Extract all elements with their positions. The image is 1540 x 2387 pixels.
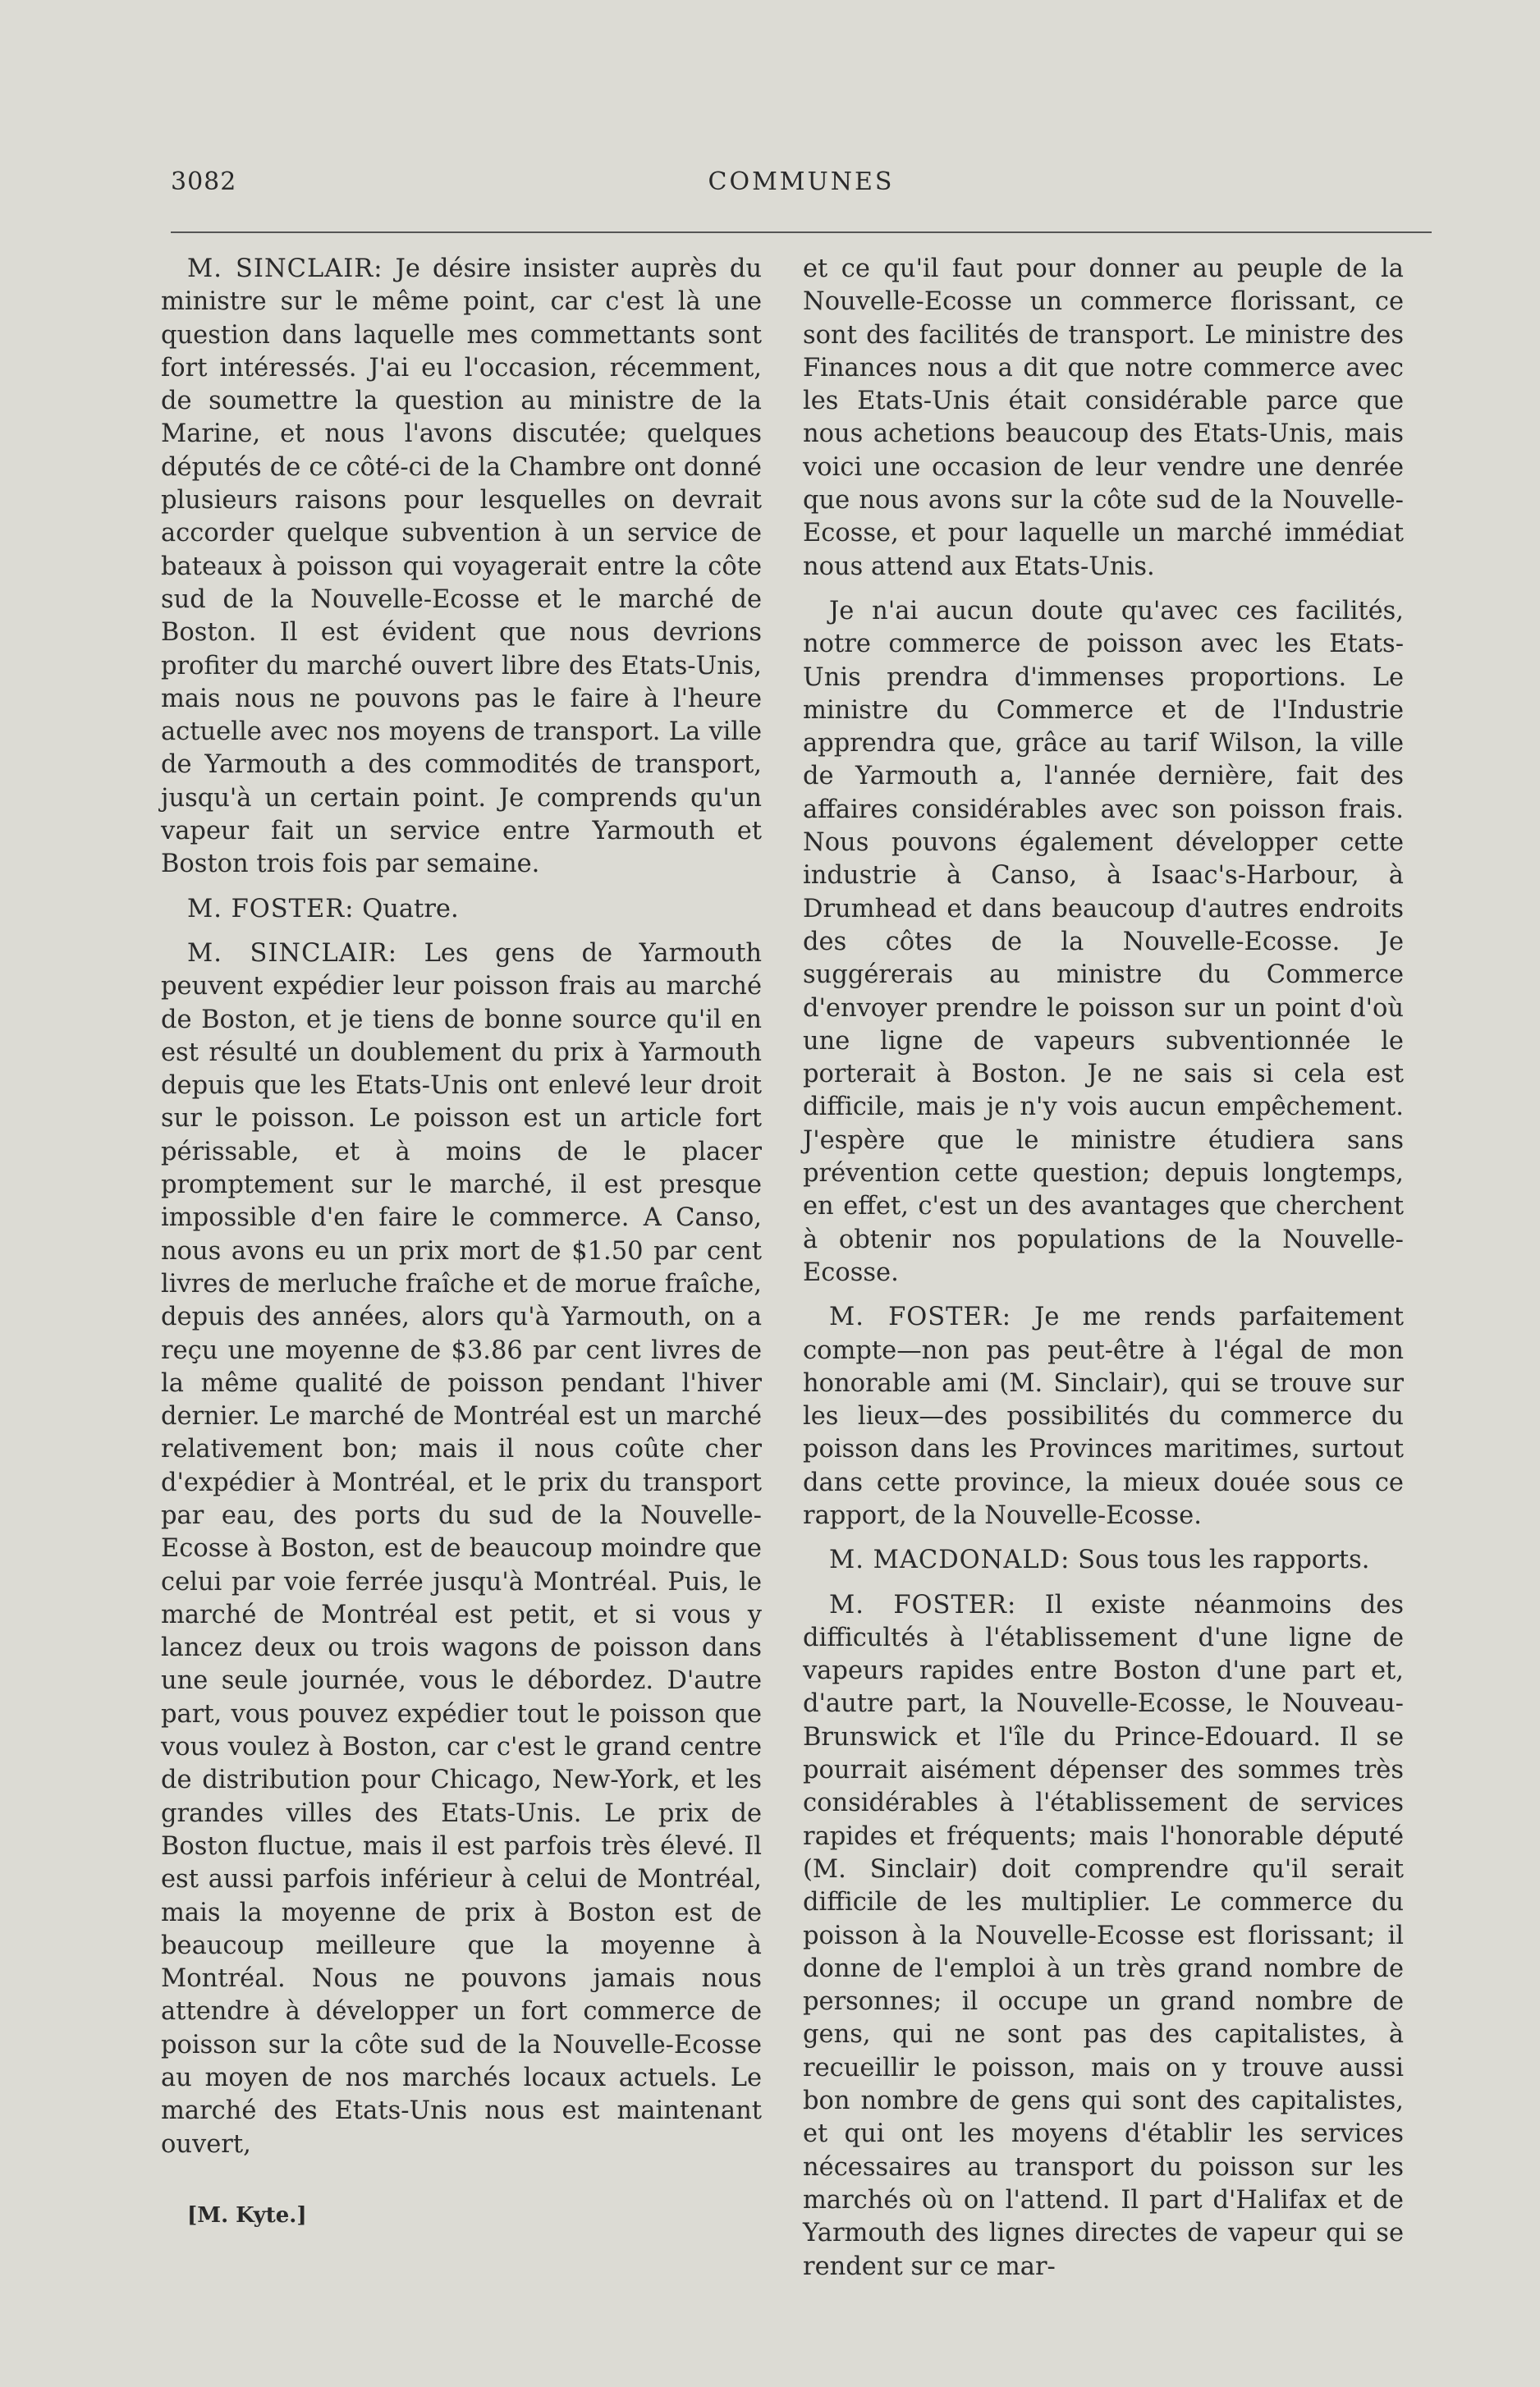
paragraph-text: Je désire insister auprès du ministre sur le même point, car c'est là une question dans laquelle mes commettants sont fort intéressés. J'ai eu l'occasion, récemment, de soumettre la question au ministre de la Marine, et nous l'avons discutée; quelques députés de ce côté-ci de la Chambre ont donné plusieurs raisons pour lesquelles on devrait accorder quelque subvention à un service de bateaux à poisson qui voyagerait entre la côte sud de la Nouvelle-Ecosse et le marché de Boston. Il est évident que nous devrions profiter du marché ouvert libre des Etats-Unis, mais nous ne pouvons pas le faire à l'heure actuelle avec nos moyens de transport. La ville de Yarmouth a des commodités de transport, jusqu'à un certain point. Je comprends qu'un vapeur fait un service entre Yarmouth et Boston trois fois par semaine.	[161, 254, 762, 879]
speaker-name: M. SINCLAIR:	[187, 254, 383, 283]
paragraph	[803, 1301, 1404, 1533]
speaker-name: M. FOSTER:	[187, 894, 355, 923]
paragraph	[161, 937, 762, 2161]
speaker-name: M. MACDONALD:	[829, 1546, 1070, 1575]
paragraph-text: Je me rends parfaitement compte—non pas peut-être à l'égal de mon honorable ami (M. Sinclair), qui se trouve sur les lieux—des possibilités du commerce du poisson dans les Provinces maritimes, surtout dans cette province, la mieux douée sous ce rapport, de la Nouvelle-Ecosse.	[803, 1303, 1405, 1530]
paragraph	[161, 893, 762, 926]
header-rule	[171, 231, 1432, 233]
paragraph-text: Il existe néanmoins des difficultés à l'établissement d'une ligne de vapeurs rapides entre Boston d'une part et, d'autre part, la Nouvelle-Ecosse, le Nouveau-Brunswick et l'île du Prince-Edouard. Il se pourrait aisément dépenser des sommes très considérables à l'établissement de services rapides et fréquents; mais l'honorable député (M. Sinclair) doit comprendre qu'il serait difficile de les multiplier. Le commerce du poisson à la Nouvelle-Ecosse est florissant; il donne de l'emploi à un très grand nombre de personnes; il occupe un grand nombre de gens, qui ne sont pas des capitalistes, à recueillir le poisson, mais on y trouve aussi bon nombre de gens qui sont des capitalistes, et qui ont les moyens d'établir les services nécessaires au transport du poisson sur les marchés où on l'attend. Il part d'Halifax et de Yarmouth des lignes directes de vapeur qui se rendent sur ce mar-	[803, 1590, 1404, 2281]
paragraph	[803, 595, 1404, 1290]
speaker-name: M. FOSTER:	[829, 1303, 1011, 1332]
paragraph-text: Les gens de Yarmouth peuvent expédier leur poisson frais au marché de Boston, et je tiens de bonne source qu'il en est résulté un doublement du prix à Yarmouth depuis que les Etats-Unis ont enlevé leur droit sur le poisson. Le poisson est un article fort périssable, et à moins de le placer promptement sur le marché, il est presque impossible d'en faire le commerce. A Canso, nous avons eu un prix mort de $1.50 par cent livres de merluche fraîche et de morue fraîche, depuis des années, alors qu'à Yarmouth, on a reçu une moyenne de $3.86 par cent livres de la même qualité de poisson pendant l'hiver dernier. Le marché de Montréal est un marché relativement bon; mais il nous coûte cher d'expédier à Montréal, et le prix du transport par eau, des ports du sud de la Nouvelle-Ecosse à Boston, est de beaucoup moindre que celui par voie ferrée jusqu'à Montréal. Puis, le marché de Montréal est petit, et si vous y lancez deux ou trois wagons de poisson dans une seule journée, vous le débordez. D'autre part, vous pouvez expédier tout le poisson que vous voulez à Boston, car c'est le grand centre de distribution pour Chicago, New-York, et les grandes villes des Etats-Unis. Le prix de Boston fluctue, mais il est parfois très élevé. Il est aussi parfois inférieur à celui de Montréal, mais la moyenne de prix à Boston est de beaucoup meilleure que la moyenne à Montréal. Nous ne pouvons jamais nous attendre à développer un fort commerce de poisson sur la côte sud de la Nouvelle-Ecosse au moyen de nos marchés locaux actuels. Le marché des Etats-Unis nous est maintenant ouvert,	[161, 938, 762, 2159]
running-title: COMMUNES	[708, 167, 895, 196]
right-column	[803, 253, 1404, 2295]
paragraph-text: Quatre.	[354, 894, 459, 923]
paragraph-text: Je n'ai aucun doute qu'avec ces facilités, notre commerce de poisson avec les Etats-Unis prendra d'immenses proportions. Le ministre du Commerce et de l'Industrie apprendra que, grâce au tarif Wilson, la ville de Yarmouth a, l'année dernière, fait des affaires considérables avec son poisson frais. Nous pouvons également développer cette industrie à Canso, à Isaac's-Harbour, à Drumhead et dans beaucoup d'autres endroits des côtes de la Nouvelle-Ecosse. Je suggérerais au ministre du Commerce d'envoyer prendre le poisson sur un point d'où une ligne de vapeurs subventionnée le porterait à Boston. Je ne sais si cela est difficile, mais je n'y vois aucun empêchement. J'espère que le ministre étudiera sans prévention cette question; depuis longtemps, en effet, c'est un des avantages que cherchent à obtenir nos populations de la Nouvelle-Ecosse.	[803, 596, 1404, 1287]
left-column	[161, 253, 762, 2173]
speaker-name: M. FOSTER:	[829, 1590, 1017, 1620]
paragraph	[161, 253, 762, 882]
page-number: 3082	[171, 167, 237, 196]
paragraph-text: Sous tous les rapports.	[1070, 1546, 1370, 1575]
speaker-name: M. SINCLAIR:	[187, 938, 398, 968]
paragraph-text: et ce qu'il faut pour donner au peuple de la Nouvelle-Ecosse un commerce florissant, ce sont des facilités de transport. Le ministre des Finances nous a dit que notre commerce avec les Etats-Unis était considérable parce que nous achetions beaucoup des Etats-Unis, mais voici une occasion de leur vendre une denrée que nous avons sur la côte sud de la Nouvelle-Ecosse, et pour laquelle un marché immédiat nous attend aux Etats-Unis.	[803, 254, 1404, 581]
paragraph	[803, 1544, 1404, 1577]
paragraph	[803, 253, 1404, 584]
paragraph	[803, 1589, 1404, 2284]
page-header	[171, 167, 1432, 217]
footer-note: [M. Kyte.]	[187, 2203, 307, 2228]
